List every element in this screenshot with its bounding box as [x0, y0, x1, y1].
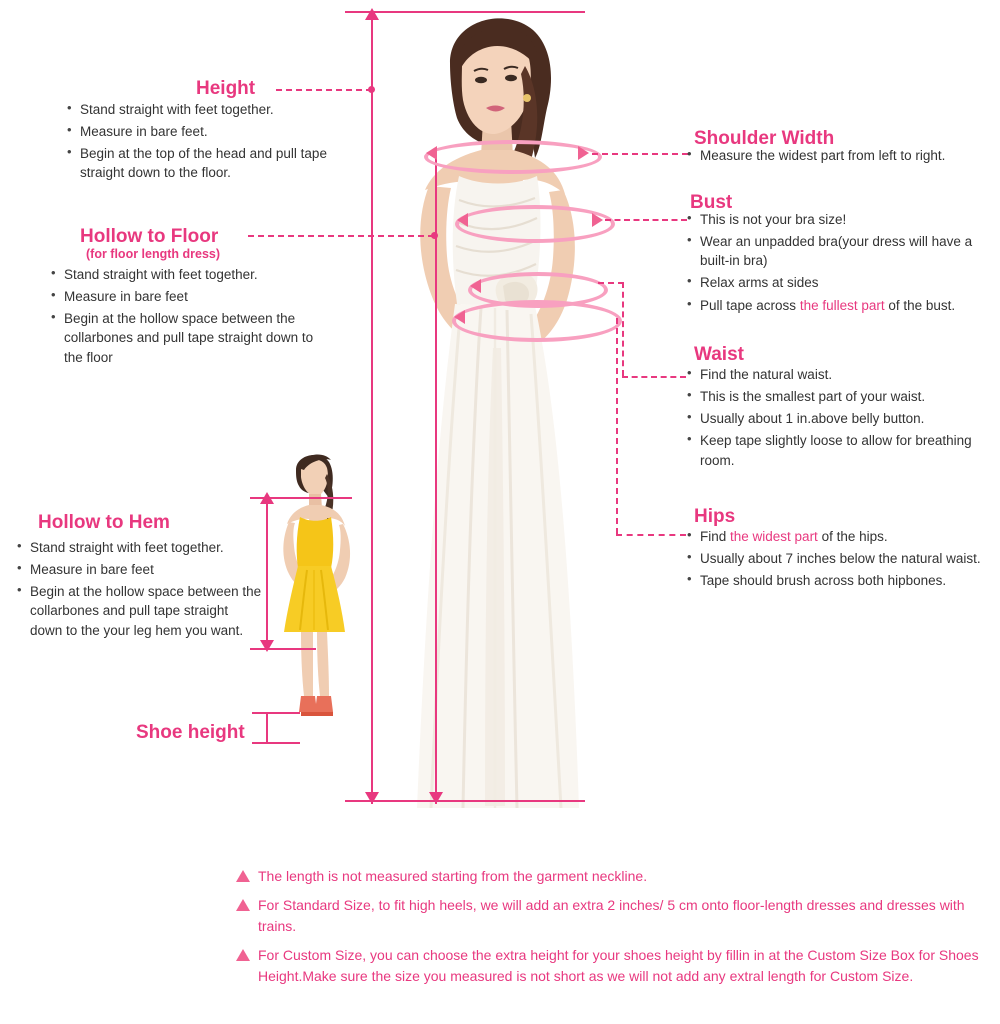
- hollow-to-floor-heading: Hollow to Floor: [80, 226, 219, 247]
- list-item: • Begin at the hollow space between the collarbones and pull tape straight down to the floor: [64, 309, 330, 366]
- list-item: • Stand straight with feet together.: [80, 100, 344, 119]
- hips-arrow-left: [454, 310, 465, 324]
- note-text: For Custom Size, you can choose the extra height for your shoes height by fillin in at the Custom Size Box for Shoes Height.Make sure the size you measured is not short as we will not add any extral length for Custom Size.: [258, 947, 979, 984]
- shoe-height-bottom-cap: [252, 742, 300, 744]
- waist-heading: Waist: [694, 344, 744, 365]
- list-item-hips-widest: • Find the widest part of the hips.: [700, 527, 994, 546]
- shoulder-measure-band: [424, 140, 602, 174]
- shoulder-arrow-left: [426, 146, 437, 160]
- note-text: The length is not measured starting from the garment neckline.: [258, 868, 648, 884]
- list-item: • Measure the widest part from left to right.: [700, 146, 994, 165]
- hollow-to-floor-bullets: [48, 265, 330, 370]
- hips-heading: Hips: [694, 506, 736, 527]
- list-item: • Relax arms at sides: [700, 273, 994, 292]
- warning-triangle-icon: [236, 899, 250, 911]
- warning-triangle-icon: [236, 870, 250, 882]
- list-item: • Stand straight with feet together.: [64, 265, 330, 284]
- note-row: [236, 895, 996, 937]
- hips-bullets: [684, 527, 994, 593]
- list-item: • Stand straight with feet together.: [30, 538, 264, 557]
- list-item: • Measure in bare feet: [64, 287, 330, 306]
- footer-notes: [236, 866, 996, 995]
- list-item: • This is the smallest part of your waist.: [700, 387, 994, 406]
- waist-leader-line: [622, 376, 686, 378]
- list-item: • Measure in bare feet.: [80, 122, 344, 141]
- waist-leader-top: [598, 282, 624, 284]
- list-item: • Begin at the top of the head and pull tape straight down to the floor.: [80, 144, 344, 182]
- hips-leader-line: [616, 534, 686, 536]
- model-illustration-short-dress: [265, 450, 360, 750]
- list-item: • Begin at the hollow space between the collarbones and pull tape straight down to the your leg hem you want.: [30, 582, 264, 639]
- hollow-to-hem-top-cap: [250, 497, 352, 499]
- warning-triangle-icon: [236, 949, 250, 961]
- list-item: • Find the natural waist.: [700, 365, 994, 384]
- note-row: [236, 866, 996, 887]
- height-measure-line: [371, 20, 373, 804]
- hollow-to-floor-subheading: (for floor length dress): [86, 247, 221, 261]
- list-item: • Usually about 1 in.above belly button.: [700, 409, 994, 428]
- height-bottom-cap: [345, 800, 585, 802]
- bust-emphasis: the fullest part: [799, 297, 885, 313]
- hollow-to-hem-bottom-cap: [250, 648, 316, 650]
- note-row: [236, 945, 996, 987]
- hollow-to-hem-bullets: [14, 538, 264, 643]
- hollow-to-floor-line: [435, 150, 437, 804]
- list-item: • Wear an unpadded bra(your dress will have a built-in bra): [700, 232, 994, 270]
- shoulder-width-heading: Shoulder Width: [694, 128, 835, 149]
- shoe-height-line: [266, 712, 268, 744]
- hips-measure-band: [452, 300, 622, 342]
- bust-arrow-right: [592, 213, 603, 227]
- height-arrow-bottom: [365, 792, 379, 804]
- waist-arrow-left: [470, 279, 481, 293]
- shoulder-arrow-right: [578, 146, 589, 160]
- waist-leader-vertical: [622, 282, 624, 376]
- list-item: • Tape should brush across both hipbones.: [700, 571, 994, 590]
- hollow-to-hem-heading: Hollow to Hem: [38, 512, 170, 533]
- list-item: • Usually about 7 inches below the natural waist.: [700, 549, 994, 568]
- list-item-bust-fullest: • Pull tape across the fullest part of the bust.: [700, 296, 994, 315]
- hollow-to-hem-line: [266, 500, 268, 650]
- height-top-cap: [345, 11, 585, 13]
- shoulder-leader-line: [592, 153, 688, 155]
- shoulder-width-bullets: [684, 146, 994, 168]
- height-leader-line: [276, 89, 372, 91]
- note-text: For Standard Size, to fit high heels, we will add an extra 2 inches/ 5 cm onto floor-length dresses and dresses with trains.: [258, 897, 965, 934]
- shoe-height-heading: Shoe height: [136, 722, 245, 743]
- bust-leader-line: [605, 219, 687, 221]
- bust-measure-band: [455, 205, 615, 243]
- list-item: • This is not your bra size!: [700, 210, 994, 229]
- height-heading: Height: [196, 78, 256, 99]
- list-item: • Measure in bare feet: [30, 560, 264, 579]
- hollow-to-floor-arrow-bottom: [429, 792, 443, 804]
- model-illustration-main: [355, 8, 635, 808]
- hollow-to-floor-leader-line: [248, 235, 434, 237]
- height-bullets: [64, 100, 344, 186]
- hips-emphasis: the widest part: [730, 529, 818, 544]
- waist-bullets: [684, 365, 994, 473]
- hips-leader-vertical: [616, 318, 618, 534]
- height-arrow-top: [365, 8, 379, 20]
- bust-bullets: [684, 210, 994, 318]
- bust-heading: Bust: [690, 192, 733, 213]
- shoe-height-top-cap: [252, 712, 300, 714]
- bust-arrow-left: [457, 213, 468, 227]
- list-item: • Keep tape slightly loose to allow for breathing room.: [700, 431, 994, 469]
